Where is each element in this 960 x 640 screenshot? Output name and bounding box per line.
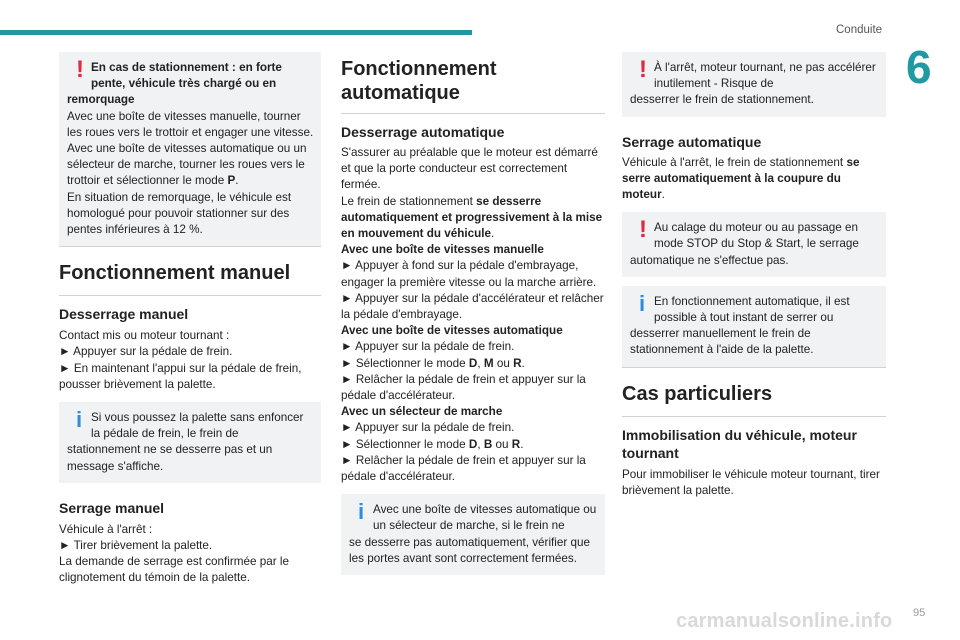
warning-icon: ! xyxy=(639,216,647,244)
divider xyxy=(59,295,321,296)
info-box-auto xyxy=(341,494,605,575)
warning-rest: desserrer le frein de stationnement. xyxy=(630,93,814,107)
subtitle-selector: Avec un sélecteur de marche xyxy=(341,405,503,419)
warning-text-auto: Avec une boîte de vitesses automatique ou un sélecteur de marche, tourner les roues vers le trottoir et sélectionner le mode P. xyxy=(67,142,307,188)
warning-text-towing: En situation de remorquage, le véhicule est homologué pour pouvoir stationner sur des pentes inférieures à 12 %. xyxy=(67,190,292,237)
info-lead: Si vous poussez la palette sans enfoncer la pédale de frein, le frein de xyxy=(91,411,304,441)
info-icon: i xyxy=(358,499,365,525)
heading-manual: Fonctionnement manuel xyxy=(59,262,291,285)
divider xyxy=(341,113,605,114)
info-lead: Avec une boîte de vitesses automatique ou un sélecteur de marche, si le frein ne xyxy=(373,503,597,533)
step-pull-paddle: ► Tirer brièvement la palette. xyxy=(59,539,213,553)
info-box-release xyxy=(59,402,321,483)
subheading-immobilisation: Immobilisation du véhicule, moteur tournant xyxy=(622,426,857,461)
warning-icon: ! xyxy=(639,56,647,83)
column-left xyxy=(59,52,321,587)
divider xyxy=(622,416,886,417)
subheading-auto-release: Desserrage automatique xyxy=(341,124,505,140)
text-immobilisation: Pour immobiliser le véhicule moteur tournant, tirer brièvement la palette. xyxy=(622,467,880,497)
text-auto-release: Le frein de stationnement se desserre automatiquement et progressivement à la mise en mouvement du véhicule. xyxy=(341,194,603,241)
step-select-mode-selector: ► Sélectionner le mode D, B ou R. xyxy=(341,437,524,451)
step-accelerator: ► Appuyer sur la pédale d'accélérateur et relâcher la pédale d'embrayage. xyxy=(341,291,604,322)
subheading-apply: Serrage manuel xyxy=(59,499,165,516)
heading-special-cases: Cas particuliers xyxy=(622,382,773,405)
info-box-manual-override xyxy=(622,286,886,367)
warning-text-manual: Avec une boîte de vitesses manuelle, tourner les roues vers le trottoir et engager une vitesse. xyxy=(67,109,314,139)
warning-lead: Au calage du moteur ou au passage en mode STOP du Stop & Start, le serrage xyxy=(654,221,859,251)
step-brake-auto: ► Appuyer sur la pédale de frein. xyxy=(341,340,515,354)
step-clutch: ► Appuyer à fond sur la pédale d'embrayage, engager la première vitesse ou la marche arrière. xyxy=(341,259,597,289)
step-select-mode: ► Sélectionner le mode D, M ou R. xyxy=(341,356,525,370)
text-auto-apply: Véhicule à l'arrêt, le frein de stationnement se serre automatiquement à la coupure du moteur. xyxy=(622,155,860,202)
column-right xyxy=(622,52,886,499)
warning-icon: ! xyxy=(76,56,84,83)
header-accent-bar xyxy=(0,30,472,35)
page-number: 95 xyxy=(913,607,926,619)
warning-lead: En cas de stationnement : en forte pente, véhicule très chargé ou en xyxy=(91,61,282,91)
text-prerequisite: S'assurer au préalable que le moteur est démarré et que la porte conducteur est correctement fermée. xyxy=(341,146,598,192)
warning-lead-tail: remorquage xyxy=(67,93,135,107)
divider xyxy=(622,367,886,368)
text-stopped: Véhicule à l'arrêt : xyxy=(59,522,153,536)
section-title: Conduite xyxy=(836,24,883,36)
subtitle-manual-gearbox: Avec une boîte de vitesses manuelle xyxy=(341,243,544,257)
info-rest: se desserre pas automatiquement, vérifier que les portes avant sont correctement fermées. xyxy=(349,535,591,565)
step-push-paddle: ► En maintenant l'appui sur la pédale de frein, pousser brièvement la palette. xyxy=(59,361,302,391)
info-rest: desserrer manuellement le frein de stationnement à l'aide de la palette. xyxy=(630,327,814,357)
text-ignition: Contact mis ou moteur tournant : xyxy=(59,329,230,343)
warning-rest: automatique ne s'effectue pas. xyxy=(630,253,789,267)
text-confirmation: La demande de serrage est confirmée par le clignotement du témoin de la palette. xyxy=(59,555,289,585)
subheading-auto-apply: Serrage automatique xyxy=(622,133,762,150)
heading-automatic: Fonctionnement automatique xyxy=(341,58,497,104)
step-brake: ► Appuyer sur la pédale de frein. xyxy=(59,345,233,359)
warning-box-parking xyxy=(59,52,321,246)
warning-box-accelerate xyxy=(622,52,886,117)
info-rest: stationnement ne se desserre pas et un message s'affiche. xyxy=(67,443,273,473)
column-middle xyxy=(341,52,605,575)
step-release-brake: ► Relâcher la pédale de frein et appuyer sur la pédale d'accélérateur. xyxy=(341,372,586,403)
subtitle-auto-gearbox: Avec une boîte de vitesses automatique xyxy=(341,324,563,338)
info-lead: En fonctionnement automatique, il est possible à tout instant de serrer ou xyxy=(654,294,850,325)
warning-box-stall xyxy=(622,212,886,277)
watermark: carmanualsonline.info xyxy=(676,610,893,632)
step-release-brake-selector: ► Relâcher la pédale de frein et appuyer sur la pédale d'accélérateur. xyxy=(341,453,586,484)
info-icon: i xyxy=(76,407,83,433)
subheading-release: Desserrage manuel xyxy=(59,306,189,323)
divider xyxy=(59,246,321,247)
step-brake-selector: ► Appuyer sur la pédale de frein. xyxy=(341,421,515,435)
info-icon: i xyxy=(639,290,646,316)
warning-lead: À l'arrêt, moteur tournant, ne pas accélérer inutilement - Risque de xyxy=(654,61,876,91)
chapter-number: 6 xyxy=(906,41,932,93)
